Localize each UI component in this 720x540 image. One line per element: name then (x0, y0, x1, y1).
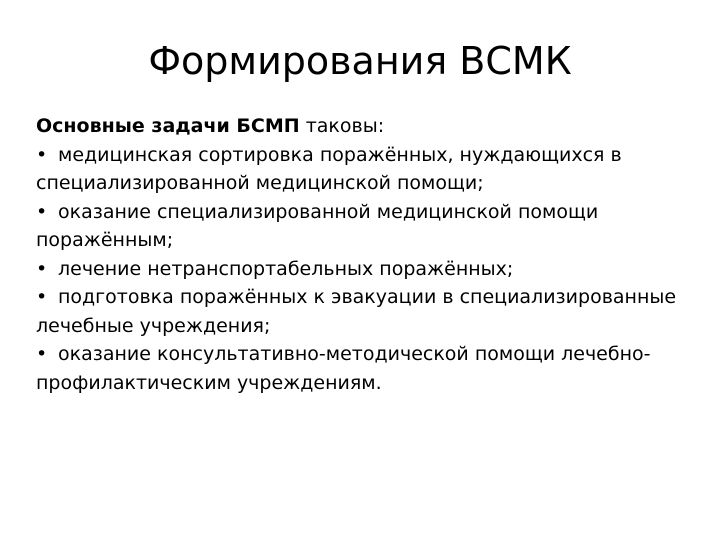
bullet-item (36, 141, 696, 198)
bullet-text: оказание консультативно-методической помощи лечебно-профилактическим учреждениям. (36, 343, 651, 394)
intro-rest-text: таковы: (299, 115, 385, 137)
bullet-item (36, 283, 696, 340)
bullet-item (36, 198, 696, 255)
intro-line (36, 112, 696, 141)
bullet-mark: • (36, 343, 48, 365)
bullet-mark: • (36, 286, 48, 308)
bullet-mark: • (36, 200, 48, 223)
intro-bold-text: Основные задачи БСМП (36, 115, 300, 137)
bullet-item (36, 340, 696, 397)
bullet-text: медицинская сортировка поражённых, нуждающихся в специализированной медицинской помощи; (36, 143, 622, 194)
slide-body (36, 112, 696, 397)
bullet-mark: • (36, 143, 48, 166)
bullet-text: оказание специализированной медицинской помощи поражённым; (36, 200, 599, 251)
bullet-item (36, 255, 696, 284)
slide-title: Формирования ВСМК (148, 39, 572, 83)
bullet-text: лечение нетранспортабельных поражённых; (58, 257, 514, 280)
bullet-text: подготовка поражённых к эвакуации в специализированные лечебные учреждения; (36, 286, 677, 337)
bullet-mark: • (36, 257, 48, 280)
